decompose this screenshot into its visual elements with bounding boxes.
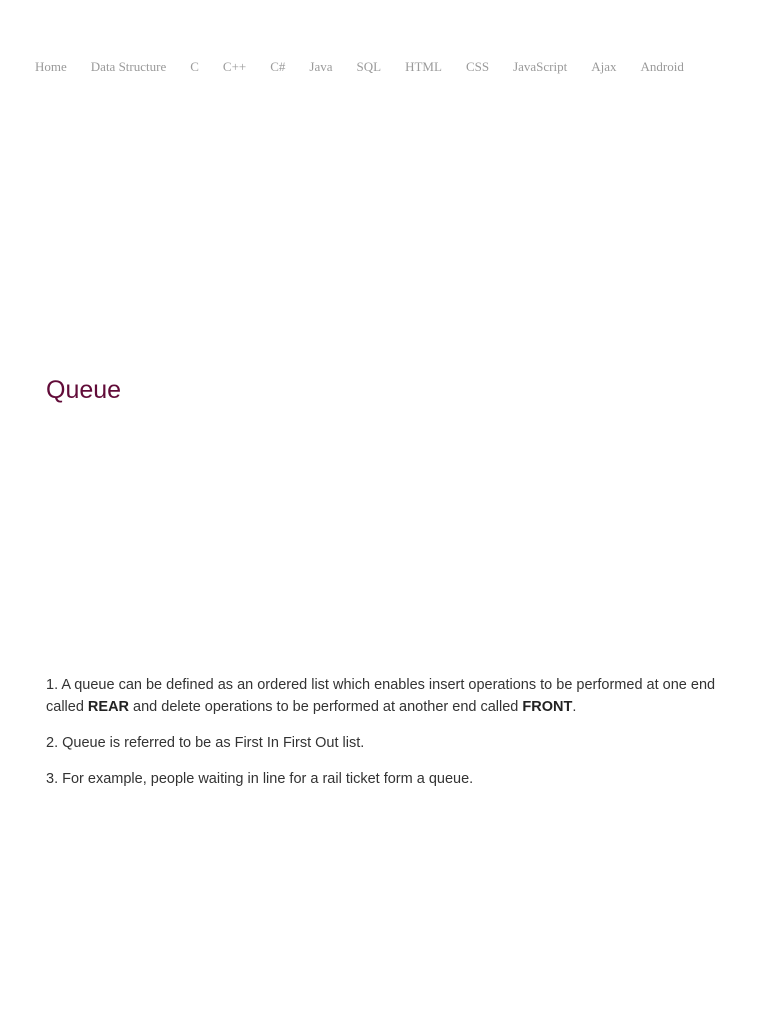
article-content bbox=[46, 674, 736, 804]
nav-link-cpp[interactable]: C++ bbox=[222, 59, 247, 74]
front-term: FRONT bbox=[522, 699, 573, 715]
nav-link-ajax[interactable]: Ajax bbox=[591, 59, 617, 74]
nav-link-android[interactable]: Android bbox=[640, 59, 684, 74]
page-title: Queue bbox=[46, 376, 122, 404]
nav-link-sql[interactable]: SQL bbox=[356, 59, 382, 74]
nav-link-java[interactable]: Java bbox=[309, 59, 333, 74]
nav-link-home[interactable]: Home bbox=[35, 59, 67, 74]
paragraph-fifo: 2. Queue is referred to be as First In First Out list. bbox=[46, 735, 365, 751]
paragraph-definition bbox=[46, 674, 736, 718]
nav-link-css[interactable]: CSS bbox=[465, 59, 490, 74]
nav-link-data-structure[interactable]: Data Structure bbox=[90, 59, 167, 74]
paragraph-example: 3. For example, people waiting in line for a rail ticket form a queue. bbox=[46, 771, 474, 787]
definition-text-3: . bbox=[572, 699, 577, 715]
nav-link-javascript[interactable]: JavaScript bbox=[513, 59, 568, 74]
top-navigation bbox=[35, 58, 733, 76]
definition-text-2: and delete operations to be performed at another end called bbox=[129, 699, 523, 715]
rear-term: REAR bbox=[87, 699, 130, 715]
definition-text-1: 1. A queue can be defined as an ordered list which enables insert operations to be performed at one end called bbox=[46, 677, 716, 715]
nav-link-c[interactable]: C bbox=[190, 59, 199, 74]
nav-link-csharp[interactable]: C# bbox=[270, 59, 286, 74]
nav-link-html[interactable]: HTML bbox=[405, 59, 442, 74]
